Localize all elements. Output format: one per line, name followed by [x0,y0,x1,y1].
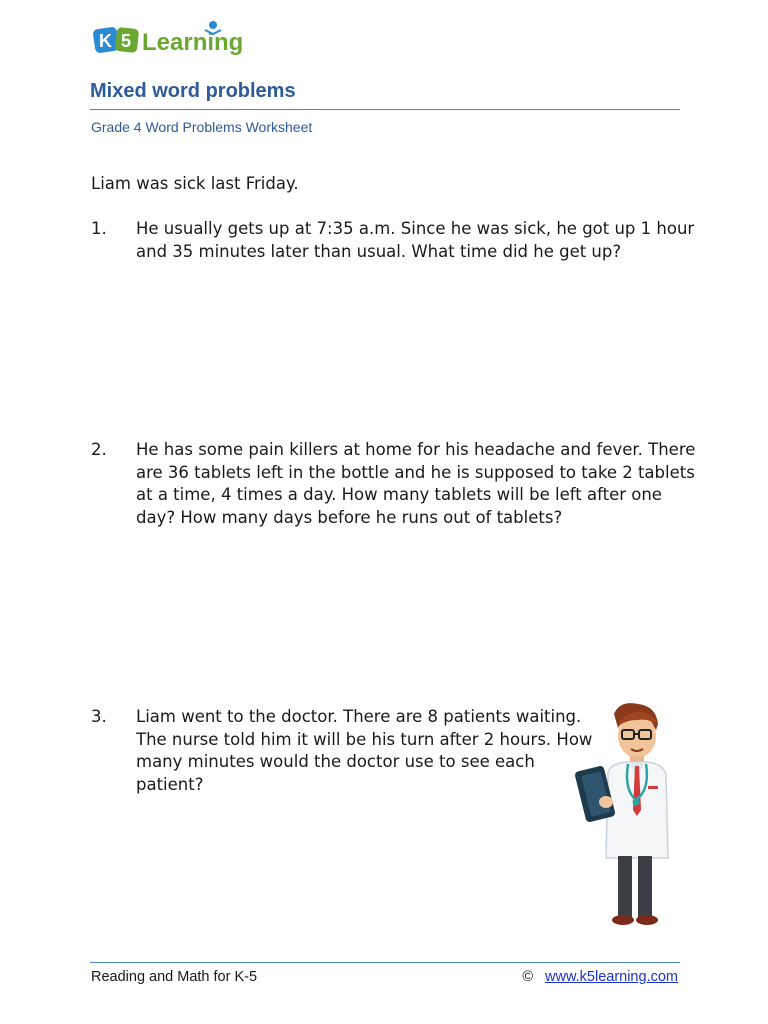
footer-tagline: Reading and Math for K-5 [91,969,258,985]
svg-text:5: 5 [121,31,132,51]
footer-divider [90,962,680,963]
copyright-symbol: © [522,969,534,985]
problem-number: 1. [91,219,107,238]
page-title: Mixed word problems [90,80,296,102]
svg-text:Learning: Learning [142,29,244,56]
header-divider [90,109,680,110]
problem-number: 3. [91,707,107,726]
website-link[interactable]: www.k5learning.com [545,969,678,985]
problem-text: He usually gets up at 7:35 a.m. Since he was sick, he got up 1 hour and 35 minutes later than usual. What time did he get up? [136,219,695,261]
k5-learning-logo[interactable] [92,16,262,60]
problem-text: He has some pain killers at home for his headache and fever. There are 36 tablets left in the bottle and he is supposed to take 2 tablets at a time, 4 times a day. How many tablets will be left after one day? How many days before he runs out of tablets? [136,440,696,527]
svg-text:K: K [99,31,112,51]
problem-number: 2. [91,440,107,459]
footer-copyright [522,969,678,985]
doctor-illustration [572,700,682,930]
worksheet-subtitle: Grade 4 Word Problems Worksheet [91,119,313,135]
problem-text: Liam went to the doctor. There are 8 patients waiting. The nurse told him it will be his turn after 2 hours. How many minutes would the doctor use to see each patient? [136,707,593,794]
intro-text: Liam was sick last Friday. [91,174,299,193]
